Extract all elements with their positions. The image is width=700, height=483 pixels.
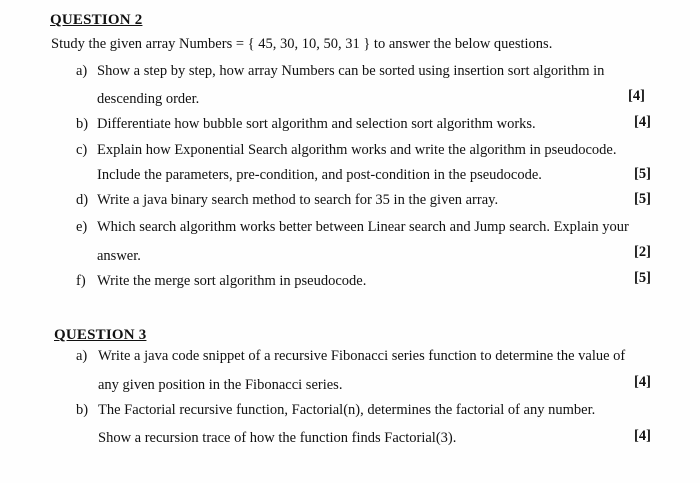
question-3-heading: QUESTION 3: [54, 327, 147, 343]
q2-item-d-label: d): [76, 192, 89, 208]
q3-item-a-line1: Write a java code snippet of a recursive Fibonacci series function to determine the value of: [98, 348, 626, 364]
q2-item-f-label: f): [76, 273, 86, 289]
q2-item-b-label: b): [76, 116, 89, 132]
q3-item-b-label: b): [76, 402, 89, 418]
q2-item-d-line1: Write a java binary search method to search for 35 in the given array.: [97, 192, 499, 208]
q3-item-a-label: a): [76, 348, 88, 364]
q2-item-c-label: c): [76, 142, 88, 158]
q2-item-f-mark: [5]: [634, 270, 651, 286]
question-2-intro: Study the given array Numbers = { 45, 30, 10, 50, 31 } to answer the below questions.: [51, 36, 553, 52]
q3-item-a-mark: [4]: [634, 374, 651, 390]
q2-item-b-mark: [4]: [634, 114, 651, 130]
q2-item-d-mark: [5]: [634, 191, 651, 207]
q2-item-c-line2: Include the parameters, pre-condition, and post-condition in the pseudocode.: [97, 167, 542, 183]
q2-item-f-line1: Write the merge sort algorithm in pseudocode.: [97, 273, 367, 289]
q2-item-b-line1: Differentiate how bubble sort algorithm and selection sort algorithm works.: [97, 116, 536, 132]
q2-item-e-line2: answer.: [97, 248, 141, 264]
q2-item-a-mark: [4]: [628, 88, 645, 104]
q2-item-c-line1: Explain how Exponential Search algorithm works and write the algorithm in pseudocode.: [97, 142, 617, 158]
q3-item-b-mark: [4]: [634, 428, 651, 444]
q2-item-a-line2: descending order.: [97, 91, 200, 107]
q3-item-b-line2: Show a recursion trace of how the function finds Factorial(3).: [98, 430, 457, 446]
q2-item-c-mark: [5]: [634, 166, 651, 182]
q2-item-e-mark: [2]: [634, 244, 651, 260]
q2-item-a-line1: Show a step by step, how array Numbers can be sorted using insertion sort algorithm in: [97, 63, 605, 79]
q2-item-e-label: e): [76, 219, 88, 235]
q2-item-a-label: a): [76, 63, 88, 79]
q2-item-e-line1: Which search algorithm works better between Linear search and Jump search. Explain your: [97, 219, 629, 235]
q3-item-b-line1: The Factorial recursive function, Factorial(n), determines the factorial of any number.: [98, 402, 596, 418]
q3-item-a-line2: any given position in the Fibonacci series.: [98, 377, 343, 393]
question-2-heading: QUESTION 2: [50, 12, 143, 28]
